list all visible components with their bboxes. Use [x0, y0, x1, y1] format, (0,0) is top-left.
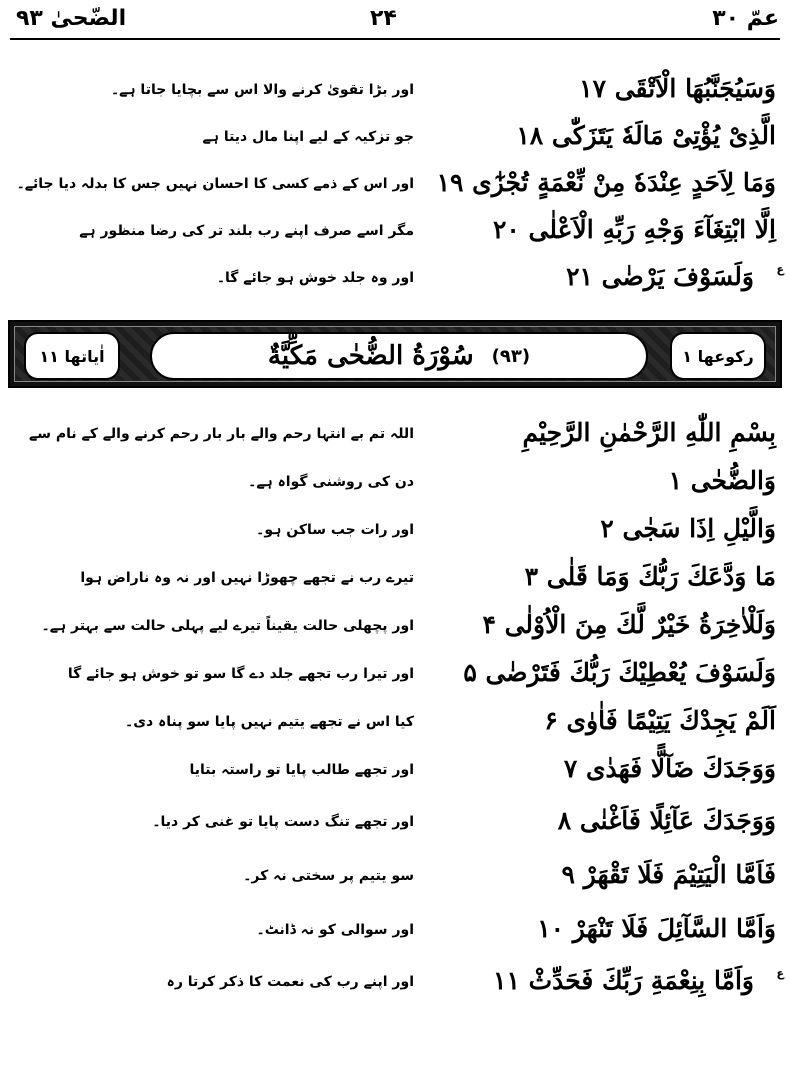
arabic-verse: وَمَا لِاَحَدٍ عِنْدَهٗ مِنْ نِّعْمَةٍ تُجْزٰٓى ۱۹ — [436, 168, 776, 197]
page-number: ۲۴ — [370, 6, 397, 31]
bismillah: بِسْمِ اللّٰهِ الرَّحْمٰنِ الرَّحِيْمِ — [522, 418, 776, 447]
surah-title-box — [150, 332, 648, 380]
ayat-count-box — [24, 332, 120, 380]
arabic-verse: وَوَجَدَكَ ضَآلًّا فَهَدٰى ۷ — [563, 754, 776, 783]
verse-row — [14, 416, 776, 460]
arabic-verse: مَا وَدَّعَكَ رَبُّكَ وَمَا قَلٰى ۳ — [524, 562, 776, 591]
verse-row — [14, 560, 776, 604]
arabic-verse: وَاَمَّا بِنِعْمَةِ رَبِّكَ فَحَدِّثْ ۱۱ — [493, 966, 754, 995]
surah-title: سُوْرَةُ الضُّحٰى مَكِّيَّةٌ — [267, 341, 474, 371]
urdu-translation: جو تزکیہ کے لیے اپنا مال دیتا ہے — [202, 129, 414, 145]
juz-label: عمّ ۳۰ — [712, 6, 779, 31]
verse-row — [14, 704, 776, 748]
urdu-translation: اور تیرا رب تجھے جلد دے گا سو تو خوش ہو جائے گا — [67, 666, 414, 682]
verse-row — [14, 464, 776, 508]
surah-banner — [8, 320, 782, 388]
arabic-verse: وَسَيُجَنَّبُهَا الْاَتْقَى ۱۷ — [579, 74, 776, 103]
arabic-verse: وَوَجَدَكَ عَآئِلًا فَاَغْنٰى ۸ — [557, 806, 776, 835]
urdu-translation: اللہ تم بے انتہا رحم والے بار بار رحم کرنے والے کے نام سے — [29, 426, 414, 442]
verse-row — [14, 166, 776, 210]
urdu-translation: مگر اسے صرف اپنے رب بلند تر کی رضا منظور ہے — [79, 223, 414, 239]
urdu-translation: اور تجھے طالب پایا تو راستہ بتایا — [189, 762, 414, 778]
header-rule — [10, 38, 780, 40]
urdu-translation: اور اپنے رب کی نعمت کا ذکر کرتا رہ — [166, 974, 414, 990]
page-header — [0, 0, 789, 40]
ruku-marker: ع — [776, 967, 784, 980]
arabic-verse: اِلَّا ابْتِغَآءَ وَجْهِ رَبِّهِ الْاَعْلٰى ۲۰ — [492, 215, 776, 244]
verse-row — [14, 608, 776, 652]
arabic-verse: اَلَمْ يَجِدْكَ يَتِيْمًا فَاٰوٰى ۶ — [544, 706, 776, 735]
arabic-verse: وَالضُّحٰى ۱ — [668, 466, 776, 495]
surah-number: (۹۳) — [491, 345, 531, 367]
verse-row — [14, 804, 776, 848]
arabic-verse: وَلَسَوْفَ يَرْضٰى ۲۱ — [566, 262, 754, 291]
verse-row — [14, 656, 776, 700]
ruku-count-box — [670, 332, 766, 380]
urdu-translation: اور اس کے ذمے کسی کا احسان نہیں جس کا بدلہ دیا جائے۔ — [16, 176, 414, 192]
verse-row — [14, 119, 776, 163]
verse-row — [14, 752, 776, 796]
verse-row — [14, 72, 776, 116]
arabic-verse: وَالَّيْلِ اِذَا سَجٰى ۲ — [600, 514, 776, 543]
urdu-translation: سو یتیم پر سختی نہ کر۔ — [243, 868, 414, 884]
ruku-marker: ع — [776, 263, 784, 276]
verse-row — [14, 912, 776, 956]
ruku-count-label: رکوعھا ۱ — [682, 346, 754, 366]
urdu-translation: اور سوالی کو نہ ڈانٹ۔ — [256, 922, 414, 938]
arabic-verse: وَاَمَّا السَّآئِلَ فَلَا تَنْهَرْ ۱۰ — [537, 914, 776, 943]
surah-reference: الضّحیٰ ۹۳ — [16, 6, 127, 31]
urdu-translation: دن کی روشنی گواہ ہے۔ — [248, 474, 414, 490]
verse-row — [14, 512, 776, 556]
urdu-translation: اور بڑا تقویٰ کرنے والا اس سے بچایا جاتا ہے۔ — [110, 82, 414, 98]
verse-row — [14, 858, 776, 902]
urdu-translation: اور رات جب ساکن ہو۔ — [256, 522, 414, 538]
arabic-verse: فَاَمَّا الْيَتِيْمَ فَلَا تَقْهَرْ ۹ — [561, 860, 776, 889]
ayat-count-label: اٰیاتھا ۱۱ — [39, 346, 105, 366]
verse-row — [14, 964, 784, 1008]
arabic-verse: وَلَلْاٰخِرَةُ خَيْرٌ لَّكَ مِنَ الْاُوْلٰى ۴ — [482, 610, 776, 639]
urdu-translation: کیا اس نے تجھے یتیم نہیں پایا سو پناہ دی۔ — [124, 714, 414, 730]
verse-row — [14, 213, 776, 257]
arabic-verse: وَلَسَوْفَ يُعْطِيْكَ رَبُّكَ فَتَرْضٰى ۵ — [463, 658, 776, 687]
urdu-translation: تیرے رب نے تجھے چھوڑا نہیں اور نہ وہ ناراض ہوا — [80, 570, 414, 586]
urdu-translation: اور وہ جلد خوش ہو جائے گا۔ — [216, 270, 414, 286]
urdu-translation: اور تجھے تنگ دست پایا تو غنی کر دیا۔ — [152, 814, 414, 830]
verse-row — [14, 260, 784, 304]
arabic-verse: الَّذِیْ يُؤْتِیْ مَالَهٗ يَتَزَكّٰى ۱۸ — [516, 121, 776, 150]
urdu-translation: اور پچھلی حالت یقیناً تیرے لیے پہلی حالت سے بہتر ہے۔ — [41, 618, 414, 634]
